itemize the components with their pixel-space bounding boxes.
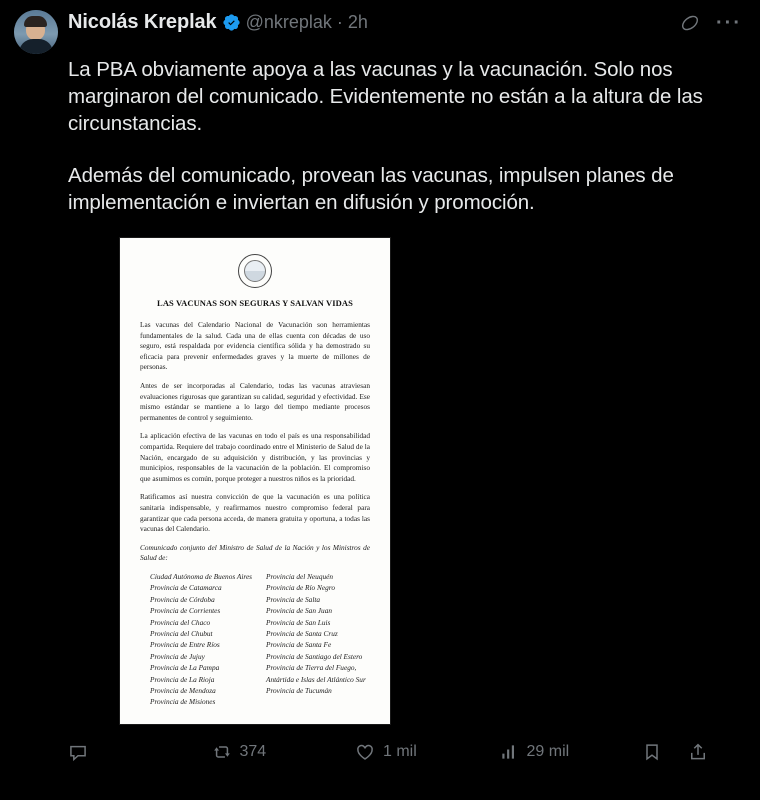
author-display-name[interactable]: Nicolás Kreplak [68, 11, 217, 33]
argentina-coat-of-arms-icon [238, 254, 272, 288]
signatory-item: Provincia de Córdoba [150, 594, 215, 604]
avatar[interactable] [14, 10, 58, 54]
tweet-actions [68, 742, 708, 762]
signatory-item: Provincia de Santa Cruz [266, 628, 338, 638]
tweet-paragraph-1: La PBA obviamente apoya a las vacunas y la vacunación. Solo nos marginaron del comunicado. Evidentemente no están a la altura de las circunstancias. [68, 58, 703, 135]
document-card [120, 238, 390, 724]
author-block [68, 10, 746, 34]
author-handle[interactable]: @nkreplak [245, 12, 332, 32]
document-paragraph-4: Ratificamos así nuestra convicción de que la vacunación es una política sanitaria indispensable, y reafirmamos nuestro compromiso federal para garantizar que cada persona acceda, de manera gratuita y oportuna, a todas las vacunas del Calendario. [140, 492, 370, 534]
retweet-count: 374 [239, 742, 267, 760]
signatory-item: Provincia de Corrientes [150, 606, 221, 616]
bookmark-share-group [642, 742, 708, 762]
signatory-item: Provincia del Neuquén [266, 571, 334, 581]
heart-icon [355, 742, 375, 762]
document-paragraph-1: Las vacunas del Calendario Nacional de Vacunación son herramientas fundamentales de la salud. Cada una de ellas cuenta con décadas de uso seguro, está respaldada por evidencia científica sólida y ha demostrado su eficacia para prevenir enfermedades graves y la muerte de millones de personas. [140, 320, 370, 372]
more-options-icon[interactable]: ··· [716, 11, 742, 34]
signatory-item: Provincia de La Rioja [150, 674, 215, 684]
signatory-item: Antártida e Islas del Atlántico Sur [266, 674, 366, 684]
signatory-item: Provincia de San Juan [266, 606, 332, 616]
retweet-icon [212, 742, 232, 762]
avatar-body [19, 39, 53, 54]
signatory-item: Provincia de Tucumán [266, 685, 332, 695]
tweet-paragraph-2: Además del comunicado, provean las vacunas, impulsen planes de implementación e inviertan en difusión y promoción. [68, 164, 674, 214]
signatory-item: Provincia de Salta [266, 594, 321, 604]
reply-icon [68, 742, 88, 762]
bookmark-icon [642, 742, 662, 762]
author-row [68, 10, 746, 34]
signatory-item: Provincia de Tierra del Fuego, [266, 663, 357, 673]
signatory-item: Provincia de Jujuy [150, 651, 205, 661]
signatory-item: Ciudad Autónoma de Buenos Aires [150, 571, 253, 581]
signatory-item: Provincia de Santa Fe [266, 640, 332, 650]
retweet-button[interactable] [212, 742, 356, 762]
timestamp[interactable]: 2h [347, 12, 368, 32]
like-count: 1 mil [383, 742, 417, 760]
grok-icon[interactable] [680, 13, 700, 33]
signatories-right-column [266, 571, 370, 708]
share-button[interactable] [688, 742, 708, 762]
signatory-item: Provincia de La Pampa [150, 663, 220, 673]
document-paragraph-2: Antes de ser incorporadas al Calendario, todas las vacunas atraviesan evaluaciones rigurosas que garantizan su calidad, seguridad y efectividad. Ese mismo estándar se mantiene a lo largo del tiempo mediante procesos permanentes de control y seguimiento. [140, 380, 370, 422]
signatory-item: Provincia del Chaco [150, 617, 211, 627]
signatory-item: Provincia de San Luis [266, 617, 331, 627]
signatory-item: Provincia del Chubut [150, 628, 213, 638]
tweet-media-image[interactable] [68, 238, 442, 724]
document-title: LAS VACUNAS SON SEGURAS Y SALVAN VIDAS [157, 298, 353, 308]
tweet-text [68, 56, 746, 216]
signatory-item: Provincia de Misiones [150, 697, 216, 707]
document-lead-in: Comunicado conjunto del Ministro de Salud de la Nación y los Ministros de Salud de: [140, 542, 370, 563]
signatory-item: Provincia de Río Negro [266, 583, 335, 593]
views-count: 29 mil [526, 742, 570, 760]
avatar-hair [24, 16, 47, 27]
header-actions [680, 13, 746, 33]
views-button[interactable] [499, 742, 643, 762]
reply-button[interactable] [68, 742, 212, 762]
share-icon [688, 742, 708, 762]
signatory-item: Provincia de Catamarca [150, 583, 222, 593]
views-chart-icon [499, 742, 519, 762]
like-button[interactable] [355, 742, 499, 762]
verified-badge-icon [222, 13, 241, 32]
signatory-item: Provincia de Santiago del Estero [266, 651, 363, 661]
signatory-item: Provincia de Entre Ríos [150, 640, 220, 650]
signatories [140, 571, 370, 708]
signatory-item: Provincia de Mendoza [150, 685, 216, 695]
tweet-header [14, 10, 746, 54]
bookmark-button[interactable] [642, 742, 662, 762]
signatories-left-column [150, 571, 254, 708]
separator-dot: · [336, 12, 343, 32]
document-paragraph-3: La aplicación efectiva de las vacunas en todo el país es una responsabilidad compartida. Requiere del trabajo coordinado entre el Ministerio de Salud de la Nación, encargado de su adquisición y distribución, y las provincias y municipios, responsables de la vacunación de la población. El compromiso que asumimos es común, porque proteger a nuestros niños es la prioridad. [140, 431, 370, 483]
